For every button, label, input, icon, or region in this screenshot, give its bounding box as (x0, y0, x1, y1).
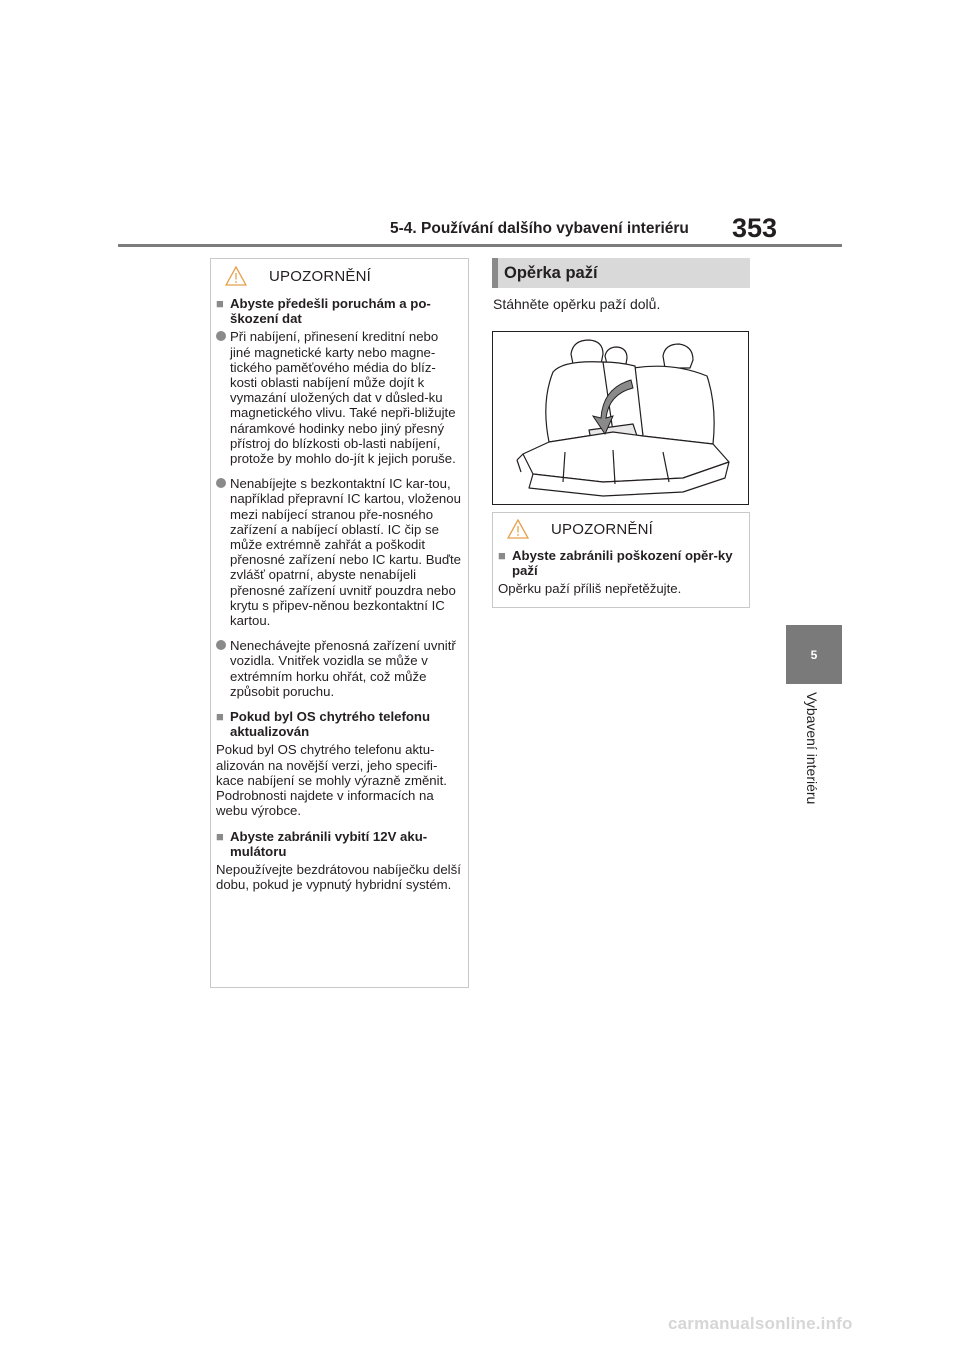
armrest-instruction: Stáhněte opěrku paží dolů. (493, 296, 661, 312)
paragraph: Pokud byl OS chytrého telefonu aktu-alizován na novější verzi, jeho specifi-kace nabíjení se mohly výrazně změnit. (216, 742, 447, 788)
bullet-dot-icon (216, 640, 226, 650)
warning-title: UPOZORNĚNÍ (551, 520, 654, 538)
armrest-illustration (492, 331, 749, 505)
warning-header (211, 261, 468, 291)
square-bullet-icon: ■ (216, 709, 224, 725)
watermark: carmanualsonline.info (668, 1314, 853, 1333)
paragraph: Podrobnosti najdete v informacích na webu výrobce. (216, 788, 434, 819)
warning-header (493, 515, 749, 543)
chapter-tab (786, 625, 842, 684)
bullet-item: Nenechávejte přenosná zařízení uvnitř vozidla. Vnitřek vozidla se může v extrémním horku ohřát, což může způsobit poruchu. (216, 638, 461, 699)
heading-battery: ■ Abyste zabránili vybití 12V aku-mulátoru (216, 828, 428, 859)
warning-box-right (492, 512, 750, 608)
warning-triangle-icon (507, 519, 529, 539)
heading-os-update: ■ Pokud byl OS chytrého telefonu aktualizován (216, 709, 431, 740)
bullet-dot-icon (216, 478, 226, 488)
rear-seat-drawing (493, 332, 748, 504)
paragraph: Nepoužívejte bezdrátovou nabíječku delší dobu, pokud je vypnutý hybridní systém. (216, 861, 461, 893)
section-heading-armrest: Opěrka paží (492, 258, 750, 288)
square-bullet-icon: ■ (498, 548, 506, 563)
bullet-item: Při nabíjení, přinesení kreditní nebo jiné magnetické karty nebo magne-tického paměťového média do blíz-kosti oblasti nabíjení může dojít k vymazání uložených dat v důsled-ku magnetického vlivu. Také nepři-bližujte náramkové hodinky nebo jiný přesný přístroj do blízkosti ob-lasti nabíjení, protože by mohlo do-jít k jejich poruše. (216, 329, 461, 466)
chapter-number: 5 (810, 647, 818, 662)
heading-armrest-damage: ■ Abyste zabránili poškození opěr-ky paží (498, 548, 733, 579)
section-title: 5-4. Používání dalšího vybavení interiéru (390, 220, 689, 237)
warning-box-left (210, 258, 469, 988)
warning-triangle-icon (225, 266, 247, 286)
paragraph: Opěrku paží příliš nepřetěžujte. (498, 581, 682, 597)
bullet-dot-icon (216, 331, 226, 341)
square-bullet-icon: ■ (216, 296, 224, 311)
warning-title: UPOZORNĚNÍ (269, 267, 372, 285)
chapter-label: Vybavení interiéru (804, 692, 820, 805)
heading-data-damage: ■ Abyste předešli poruchám a po-škození dat (216, 296, 431, 327)
header-rule (118, 244, 842, 247)
square-bullet-icon: ■ (216, 828, 224, 844)
bullet-item: Nenabíjejte s bezkontaktní IC kar-tou, například přepravní IC kartou, vloženou mezi nabíjecí stranou pře-nosného zařízení a nabíjecí oblastí. IC čip se může extrémně zahřát a poškodit přenosné zařízení nebo IC kartu. Buďte zvlášť opatrní, abyste nenabíjeli přenosné zařízení uvnitř pouzdra nebo krytu s připev-něnou bezkontaktní IC kartou. (216, 476, 461, 628)
page-number: 353 (732, 213, 778, 243)
